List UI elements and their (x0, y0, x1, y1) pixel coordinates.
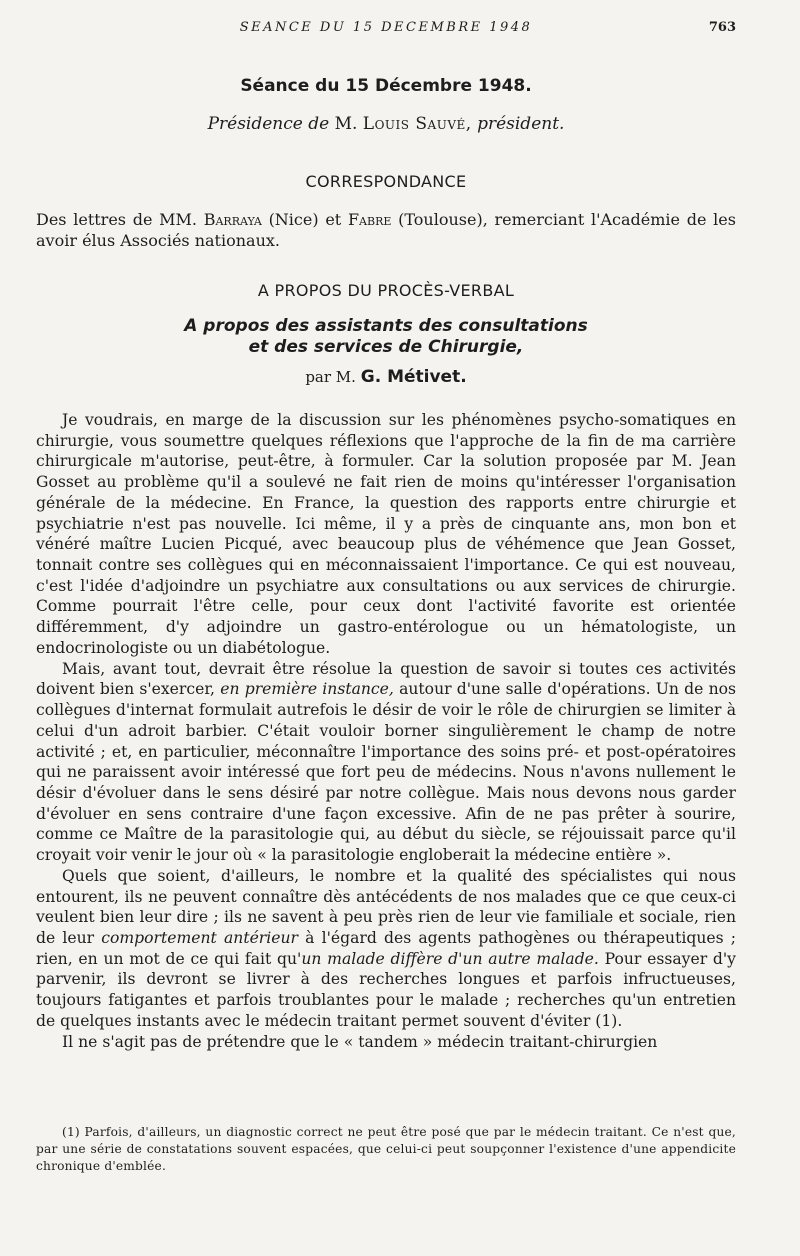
page (36, 0, 736, 1256)
byline (36, 367, 736, 387)
president-name: Louis Sauvé, (362, 114, 472, 134)
article-body (36, 410, 736, 1052)
corr-text-2: (Nice) et (268, 210, 342, 229)
correspondance-heading: CORRESPONDANCE (305, 172, 467, 191)
running-head-title: SEANCE DU 15 DECEMBRE 1948 (239, 20, 533, 35)
paragraph-2 (36, 659, 736, 866)
p2-text-a: Mais, avant tout, devrait être résolue la question de savoir si toutes ces activités doivent bien s'exercer, (36, 659, 736, 699)
p3-text-b: à l'égard des agents pathogènes ou thérapeutiques ; rien, en un mot de ce qui fait qu' (36, 928, 737, 968)
p2-text-b: autour d'une salle d'opérations. Un de nos collègues d'internat formulait autrefois le désir de voir le rôle de chirurgien se limiter à celui d'un adroit barbier. C'était vouloir borner singulièrement le champ de notre activité ; et, en particulier, méconnaître l'importance des soins pré- et post-opératoires qui ne paraissent avoir intéressé que fort peu de médecins. Nous n'avons nullement le désir d'évoluer dans le sens désiré par notre collègue. Mais nous devons nous garder d'évoluer en sens contraire d'une façon excessive. Afin de ne pas prêter à sourire, comme ce Maître de la parasitologie qui, au début du siècle, se réjouissait parce qu'il croyait voir venir le jour où « la parasitologie engloberait la médecine entière ». (36, 680, 737, 865)
p3-text-a: Quels que soient, d'ailleurs, le nombre et la qualité des spécialistes qui nous entourent, ils ne peuvent connaître dès antécédents de nos malades que ce que ceux-ci veulent bien leur dire ; ils ne savent à peu près rien de leur vie familiale et sociale, rien de leur (36, 866, 736, 947)
presidence-m: M. (334, 114, 358, 134)
p3-italic-2: un malade diffère d'un autre malade. (301, 949, 599, 968)
article-title-line-2: et des services de Chirurgie, (248, 337, 524, 357)
article-title (36, 316, 736, 358)
article-title-line-1: A propos des assistants des consultations (184, 316, 588, 336)
paragraph-3 (36, 866, 736, 1032)
p2-italic: en première instance, (220, 680, 394, 699)
page-number: 763 (708, 20, 736, 35)
author-name: G. Métivet. (360, 367, 467, 387)
byline-prefix: par M. (305, 368, 356, 386)
corr-name-1: Barraya (203, 210, 262, 229)
corr-text-3: (Toulouse), remerciant l'Académie de les avoir élus Associés nationaux. (36, 210, 736, 250)
p3-text-c: Pour essayer d'y parvenir, ils devront se livrer à des recherches longues et parfois infructueuses, toujours fatigantes et parfois troublantes pour le malade ; recherches qu'un entretien de quelques instants avec le médecin traitant permet souvent d'éviter (1). (36, 949, 736, 1030)
presidence-prefix: Présidence de (207, 114, 330, 134)
paragraph-4: Il ne s'agit pas de prétendre que le « tandem » médecin traitant-chirurgien (62, 1032, 658, 1051)
presidence-suffix: président. (477, 114, 565, 134)
footnote-text: (1) Parfois, d'ailleurs, un diagnostic correct ne peut être posé que par le médecin traitant. Ce n'est que, par une série de constatations souvent espacées, que celui-ci peut soupçonner l'existence d'une appendicite chronique d'emblée. (36, 1125, 736, 1173)
p3-italic-1: comportement antérieur (101, 928, 298, 947)
seance-title: Séance du 15 Décembre 1948. (240, 76, 532, 96)
correspondance-text (36, 209, 736, 251)
corr-name-2: Fabre (347, 210, 392, 229)
footnote (36, 1124, 736, 1175)
running-head (36, 20, 736, 42)
corr-text-1: Des lettres de MM. (36, 210, 197, 229)
presidence-line (36, 114, 736, 134)
proces-verbal-heading: A PROPOS DU PROCÈS-VERBAL (257, 281, 515, 300)
paragraph-1: Je voudrais, en marge de la discussion sur les phénomènes psycho-somatiques en chirurgie, vous soumettre quelques réflexions que l'approche de la fin de ma carrière chirurgicale m'autorise, peut-être, à formuler. Car la solution proposée par M. Jean Gosset au problème qu'il a soulevé ne fait rien de moins qu'intéresser l'organisation générale de la médecine. En France, la question des rapports entre chirurgie et psychiatrie n'est pas nouvelle. Ici même, il y a près de cinquante ans, mon bon et vénéré maître Lucien Picqué, avec beaucoup plus de véhémence que Jean Gosset, tonnait contre ses collègues qui en méconnaissaient l'importance. Ce qui est nouveau, c'est l'idée d'adjoindre un psychiatre aux consultations ou aux services de chirurgie. Comme pourrait l'être celle, pour ceux dont l'activité favorite est orientée différemment, d'y adjoindre un gastro-entérologue ou un hématologiste, un endocrinologiste ou un diabétologue. (36, 411, 736, 657)
